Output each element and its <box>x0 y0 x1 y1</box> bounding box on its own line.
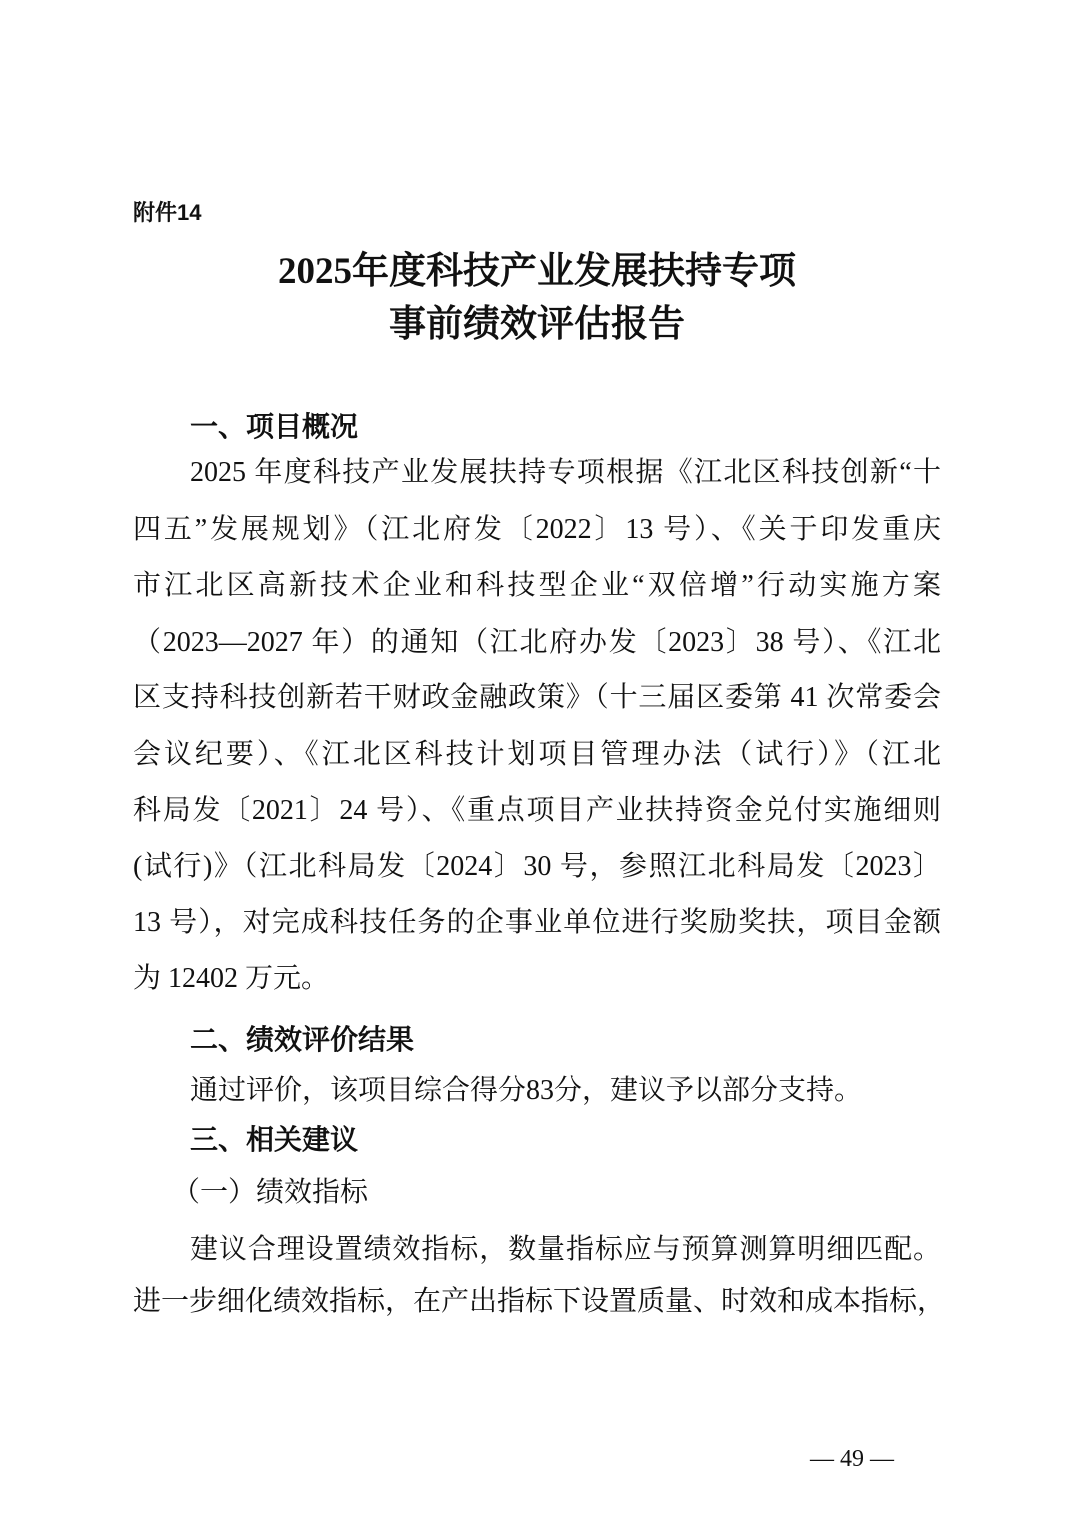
para-line: （2023—2027 年）的通知（江北府办发〔2023〕38 号）、《江北 <box>133 627 941 658</box>
title-line-2: 事前绩效评估报告 <box>389 304 685 345</box>
para-line: 建议合理设置绩效指标，数量指标应与预算测算明细匹配。 <box>190 1234 941 1265</box>
para-line: 进一步细化绩效指标，在产出指标下设置质量、时效和成本指标， <box>133 1286 946 1317</box>
para-line: 区支持科技创新若干财政金融政策》（十三届区委第 41 次常委会 <box>133 682 941 713</box>
section3-heading: 三、相关建议 <box>190 1124 359 1155</box>
attachment-label: 附件14 <box>133 200 202 225</box>
section2-heading: 二、绩效评价结果 <box>190 1024 415 1055</box>
para-line: 四五”发展规划》（江北府发〔2022〕13 号）、《关于印发重庆 <box>133 514 941 545</box>
para-line: 科局发〔2021〕24 号）、《重点项目产业扶持资金兑付实施细则 <box>133 795 941 826</box>
para-line: 2025 年度科技产业发展扶持专项根据《江北区科技创新“十 <box>190 457 941 488</box>
para-line: 会议纪要）、《江北区科技计划项目管理办法（试行）》（江北 <box>133 739 941 770</box>
para-line: 市江北区高新技术企业和科技型企业“双倍增”行动实施方案 <box>133 570 941 601</box>
para-line: 13 号），对完成科技任务的企事业单位进行奖励奖扶，项目金额 <box>133 907 941 938</box>
page-number: — 49 — <box>810 1446 894 1472</box>
section1-heading: 一、项目概况 <box>190 411 359 442</box>
para-line: (试行)》（江北科局发〔2024〕30 号，参照江北科局发〔2023〕 <box>133 851 941 882</box>
section2-text: 通过评价，该项目综合得分83分，建议予以部分支持。 <box>190 1075 863 1106</box>
para-line: 为 12402 万元。 <box>133 963 330 994</box>
title-line-1: 2025年度科技产业发展扶持专项 <box>278 251 796 292</box>
subsection-heading: （一）绩效指标 <box>172 1177 369 1208</box>
